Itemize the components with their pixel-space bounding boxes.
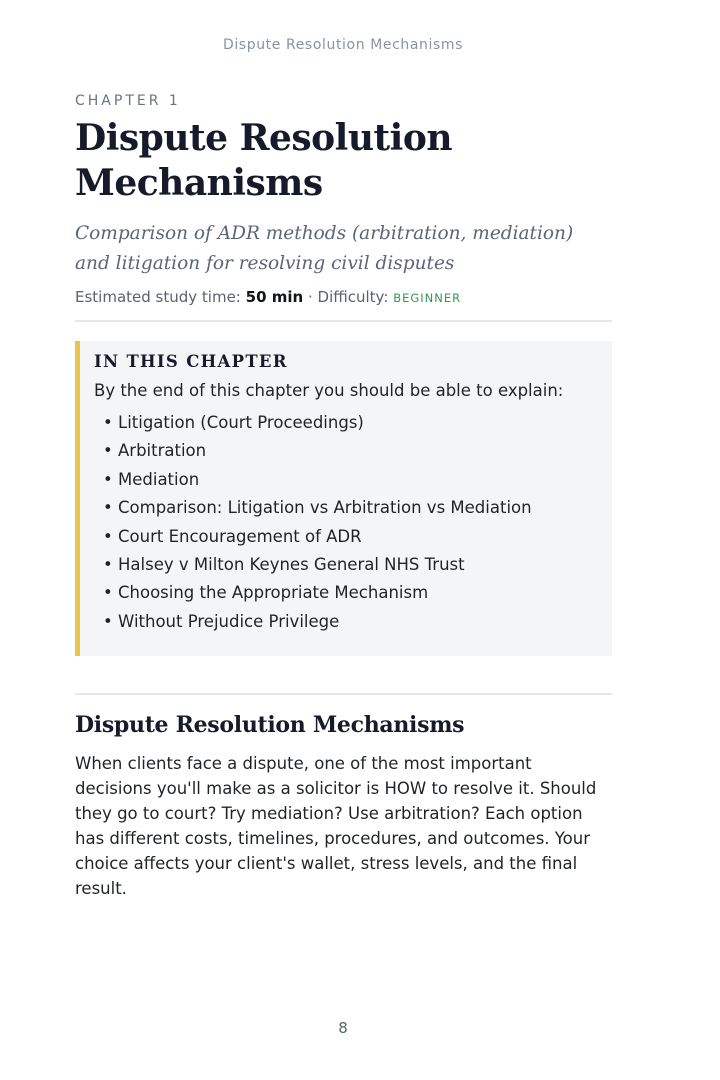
study-time-label: Estimated study time:	[75, 288, 241, 306]
difficulty-badge: BEGINNER	[393, 291, 462, 305]
bullet-icon: •	[103, 441, 113, 461]
bullet-icon: •	[103, 526, 113, 546]
in-this-chapter-title: IN THIS CHAPTER	[94, 352, 288, 371]
chapter-subtitle: Comparison of ADR methods (arbitration, mediation) and litigation for resolving civil disputes	[75, 223, 574, 274]
list-item	[103, 409, 532, 437]
list-item	[103, 466, 532, 494]
bullet-icon: •	[103, 498, 113, 518]
page-number: 8	[338, 1019, 348, 1037]
in-this-chapter-box	[75, 341, 612, 656]
divider	[75, 693, 612, 695]
list-item	[103, 494, 532, 522]
section-heading: Dispute Resolution Mechanisms	[75, 712, 465, 738]
list-item	[103, 437, 532, 465]
topic-label: Court Encouragement of ADR	[118, 526, 362, 546]
bullet-icon: •	[103, 413, 113, 432]
topic-label: Mediation	[118, 469, 200, 489]
topic-label: Without Prejudice Privilege	[118, 611, 340, 631]
chapter-meta	[75, 288, 612, 306]
chapter-label: CHAPTER 1	[75, 93, 181, 109]
study-time-value: 50 min	[245, 288, 304, 306]
in-this-chapter-intro: By the end of this chapter you should be able to explain:	[94, 381, 564, 400]
bullet-icon: •	[103, 554, 113, 574]
list-item	[103, 551, 532, 579]
topic-label: Choosing the Appropriate Mechanism	[118, 583, 429, 603]
bullet-icon: •	[103, 583, 113, 603]
topic-label: Halsey v Milton Keynes General NHS Trust	[118, 554, 465, 574]
chapter-title: Dispute Resolution Mechanisms	[75, 117, 453, 204]
section-body: When clients face a dispute, one of the most important decisions you'll make as a solicitor is HOW to resolve it. Should they go to court? Try mediation? Use arbitration? Each option has different costs, timelines, procedures, and outcomes. Your choice affects your client's wallet, stress levels, and the final result.	[75, 754, 597, 898]
running-header: Dispute Resolution Mechanisms	[222, 37, 464, 53]
list-item	[103, 579, 532, 607]
topic-label: Arbitration	[118, 441, 207, 461]
bullet-icon: •	[103, 469, 113, 489]
meta-separator: ·	[307, 288, 313, 306]
topic-label: Litigation (Court Proceedings)	[118, 413, 364, 432]
list-item	[103, 523, 532, 551]
list-item	[103, 608, 532, 636]
chapter-topic-list	[103, 409, 532, 636]
bullet-icon: •	[103, 611, 113, 631]
difficulty-label: Difficulty:	[317, 288, 389, 306]
topic-label: Comparison: Litigation vs Arbitration vs Mediation	[118, 498, 532, 518]
divider	[75, 320, 612, 322]
